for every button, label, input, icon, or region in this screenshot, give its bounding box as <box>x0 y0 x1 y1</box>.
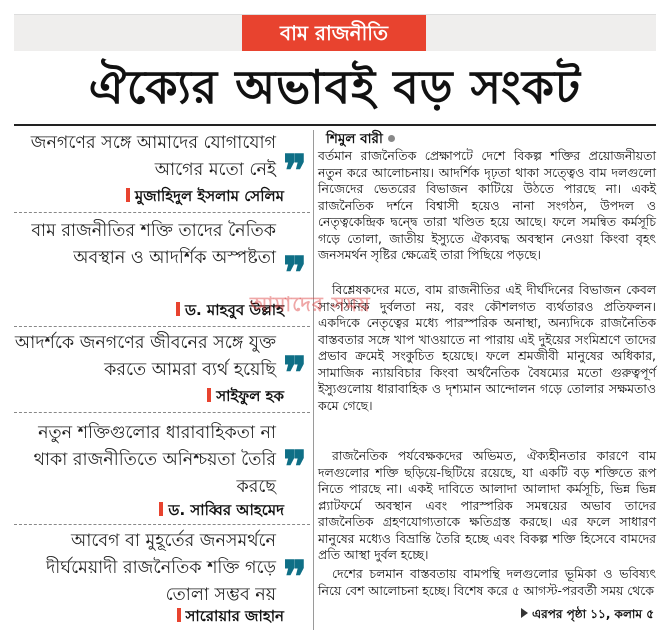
quote-mark-icon: ❞ <box>283 442 307 493</box>
article-paragraph <box>318 448 656 564</box>
paragraph-text: বর্তমান রাজনৈতিক প্রেক্ষাপটে দেশে বিকল্প শক্তির প্রয়োজনীয়তা নতুন করে আলোচনায়। আদর্শিক দৃঢ়তা থাকা সত্ত্বেও বাম দলগুলো নিজেদের ভেতরের বিভাজন কাটিয়ে উঠতে পারছে না। একই রাজনৈতিক দর্শনে বিশ্বাসী হয়েও নানা সংগঠন, উপদল ও নেতৃত্বকেন্দ্রিক দ্বন্দ্বে তারা খণ্ডিত হয়ে আছে। ফলে সমন্বিত কর্মসূচি গড়ে তোলা, জাতীয় ইস্যুতে ঐক্যবদ্ধ অবস্থান নেওয়া কিংবা বৃহৎ জনসমর্থন সৃষ্টির ক্ষেত্রেই তারা পিছিয়ে পড়ছে। <box>318 148 656 263</box>
pull-quote <box>14 416 310 522</box>
red-bar-icon <box>126 188 130 202</box>
red-bar-icon <box>177 608 181 622</box>
article-body <box>318 130 656 630</box>
red-bar-icon <box>159 502 163 516</box>
headline: ঐক্যের অভাবই বড় সংকট <box>88 60 582 114</box>
quote-author-name: ড. সাব্বির আহমেদ <box>168 501 284 519</box>
quote-divider <box>14 326 310 327</box>
pull-quote <box>14 126 310 210</box>
quote-mark-icon: ❞ <box>283 248 307 299</box>
red-bar-icon <box>176 302 180 316</box>
quote-text: নতুন শক্তিগুলোর ধারাবাহিকতা না থাকা রাজনীতিতে অনিশ্চয়তা তৈরি করছে <box>33 423 276 497</box>
quote-author <box>14 606 284 626</box>
quote-author-name: ড. মাহবুব উল্লাহ <box>184 301 284 319</box>
red-bar-icon <box>207 388 211 402</box>
quote-text: আদর্শকে জনগণের জীবনের সঙ্গে যুক্ত করতে আমরা ব্যর্থ হয়েছি <box>14 333 276 380</box>
paragraph-text: দেশের চলমান বাস্তবতায় বামপন্থি দলগুলোর ভূমিকা ও ভবিষ্যৎ নিয়ে বেশ আলোচনা হচ্ছে। বিশেষ করে ৫ আগস্ট-পরবর্তী সময় থেকে <box>318 566 656 598</box>
section-tag-bar <box>14 14 656 51</box>
column-divider <box>313 130 314 630</box>
quote-author <box>14 300 284 320</box>
article-paragraph <box>318 148 656 264</box>
quote-text: বাম রাজনীতির শক্তি তাদের নৈতিক অবস্থান ও আদর্শিক অস্পষ্টতা <box>31 221 276 268</box>
watermark: আমাদের সময় <box>250 292 371 316</box>
paragraph-text: রাজনৈতিক পর্যবেক্ষকদের অভিমত, ঐক্যহীনতার কারণে বাম দলগুলোর শক্তি ছড়িয়ে-ছিটিয়ে রয়েছে, যা একটি বড় শক্তিতে রূপ নিতে পারছে না। একই দাবিতে আলাদা আলাদা কর্মসূচি, ভিন্ন ভিন্ন প্ল্যাটফর্মে অবস্থান এবং পারস্পরিক সমন্বয়ের অভাব তাদের রাজনৈতিক গ্রহণযোগ্যতাকে ক্ষতিগ্রস্ত করছে। এর ফলে সাধারণ মানুষের মধ্যেও বিভ্রান্তি তৈরি হচ্ছে এবং বিকল্প শক্তি হিসেবে বামদের প্রতি আস্থা দুর্বল হচ্ছে। <box>318 448 656 563</box>
byline <box>326 130 395 148</box>
quote-mark-icon: ❞ <box>283 552 307 603</box>
paragraph-text: বিশ্লেষকদের মতে, বাম রাজনীতির এই দীর্ঘদিনের বিভাজন কেবল সাংগঠনিক দুর্বলতা নয়, বরং কৌশলগত ব্যর্থতারও প্রতিফলন। একদিকে নেতৃত্বের মধ্যে পারস্পরিক অনাস্থা, অন্যদিকে রাজনৈতিক বাস্তবতার সঙ্গে খাপ খাওয়াতে না পারায় এই দুইয়ের সংমিশ্রণে তাদের প্রভাব ক্রমেই সংকুচিত হয়েছে। ফলে শ্রমজীবী মানুষের অধিকার, সামাজিক ন্যায়বিচার কিংবা অর্থনৈতিক বৈষম্যের মতো গুরুত্বপূর্ণ ইস্যুগুলোয় ধারাবাহিক ও দৃশ্যমান আন্দোলন গড়ে তোলার সক্ষমতাও কমে গেছে। <box>318 282 656 413</box>
quote-author-name: সাইফুল হক <box>216 387 284 405</box>
pull-quote <box>14 526 310 630</box>
bullet-icon <box>388 135 395 142</box>
quote-divider <box>14 412 310 413</box>
article-paragraph <box>318 566 656 599</box>
quote-divider <box>14 212 310 213</box>
quote-text: আবেগ বা মুহূর্তের জনসমর্থনে দীর্ঘমেয়াদী রাজনৈতিক শক্তি গড়ে তোলা সম্ভব নয় <box>46 531 276 605</box>
pull-quote <box>14 328 310 412</box>
quotes-column <box>14 126 310 630</box>
section-label: বাম রাজনীতি <box>242 15 426 51</box>
jump-text: এরপর পৃষ্ঠা ১১, কলাম ৫ <box>531 607 654 621</box>
quote-author-name: সারোয়ার জাহান <box>185 607 284 625</box>
byline-name: শিমুল বারী <box>326 131 383 147</box>
quote-divider <box>14 524 310 525</box>
quote-author <box>14 186 284 206</box>
quote-text: জনগণের সঙ্গে আমাদের যোগাযোগ আগের মতো নেই <box>30 133 276 180</box>
quote-author <box>14 500 284 520</box>
continuation-jump <box>521 606 654 622</box>
quote-author <box>14 386 284 406</box>
quote-author-name: মুজাহিদুল ইসলাম সেলিম <box>134 187 284 205</box>
article-paragraph <box>318 282 656 414</box>
arrow-right-icon <box>521 608 528 618</box>
quote-mark-icon: ❞ <box>283 348 307 399</box>
pull-quote <box>14 214 310 324</box>
quote-mark-icon: ❞ <box>283 146 307 197</box>
